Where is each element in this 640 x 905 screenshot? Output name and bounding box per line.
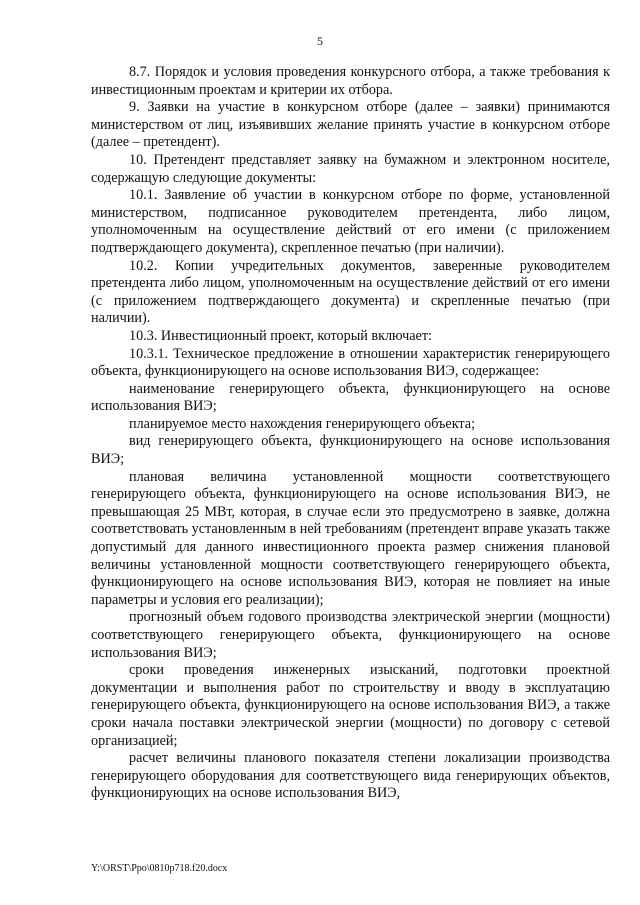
list-item-location: планируемое место нахождения генерирующего объекта; xyxy=(129,415,476,432)
list-item-forecast-volume: прогнозный объем годового производства электрической энергии (мощности) соответствующего генерирующего объекта, функционирующего на основе использования ВИЭ; xyxy=(91,609,610,661)
list-item-planned-capacity: плановая величина установленной мощности соответствующего генерирующего объекта, функционирующего на основе использования ВИЭ, не превышающая 25 МВт, которая, в случае если это предусмотрено в заявке, должна соответствовать установленным в ней требованиям (претендент вправе указать также допустимый для данного инвестиционного проекта размер снижения плановой величины установленной мощности соответствующего генерирующего объекта, функционирующего на основе использования ВИЭ, которая не повлияет на иные параметры и условия его реализации); xyxy=(91,468,610,608)
list-item-object-name: наименование генерирующего объекта, функционирующего на основе использования ВИЭ; xyxy=(91,380,610,415)
list-item-localization-calc: расчет величины планового показателя степени локализации производства генерирующего оборудования для соответствующего вида генерирующих объектов, функционирующих на основе использования ВИЭ, xyxy=(91,750,610,802)
page-number: 5 xyxy=(317,34,323,48)
list-item-object-type: вид генерирующего объекта, функционирующего на основе использования ВИЭ; xyxy=(91,433,610,468)
paragraph-10-3: 10.3. Инвестиционный проект, который включает: xyxy=(129,327,432,344)
paragraph-9: 9. Заявки на участие в конкурсном отборе (далее – заявки) принимаются министерством от лиц, изъявивших желание принять участие в конкурсном отборе (далее – претендент). xyxy=(91,99,610,151)
paragraph-10-1: 10.1. Заявление об участии в конкурсном отборе по форме, установленной министерством, подписанное руководителем претендента, либо лицом, уполномоченным на осуществление действий от его имени (с приложением подтверждающего документа), скрепленное печатью (при наличии). xyxy=(91,187,610,256)
list-item-deadlines: сроки проведения инженерных изысканий, подготовки проектной документации и выполнения работ по строительству и вводу в эксплуатацию генерирующего объекта, функционирующего на основе использования ВИЭ, а также сроки начала поставки электрической энергии (мощности) по договору с сетевой организацией; xyxy=(91,662,610,749)
paragraph-10-3-1: 10.3.1. Техническое предложение в отношении характеристик генерирующего объекта, функционирующего на основе использования ВИЭ, содержащее: xyxy=(91,345,610,380)
paragraph-8-7: 8.7. Порядок и условия проведения конкурсного отбора, а также требования к инвестиционным проектам и критерии их отбора. xyxy=(91,64,610,98)
paragraph-10-2: 10.2. Копии учредительных документов, заверенные руководителем претендента либо лицом, уполномоченным на осуществление действий от его имени (с приложением подтверждающего документа) и скрепленные печатью (при наличии). xyxy=(91,257,610,327)
footer-file-path: Y:\ORST\Ppo\0810p718.f20.docx xyxy=(91,863,228,874)
paragraph-10: 10. Претендент представляет заявку на бумажном и электронном носителе, содержащую следующие документы: xyxy=(91,151,610,186)
document-body xyxy=(91,64,610,803)
